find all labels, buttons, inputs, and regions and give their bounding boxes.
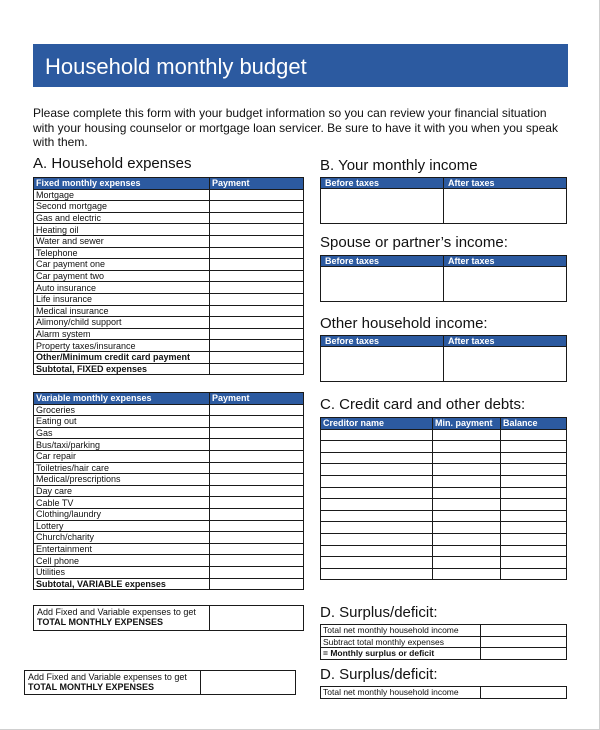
table-row: [34, 439, 304, 451]
expense-label-variable-5: Toiletries/hair care: [34, 462, 210, 474]
payment-field-fixed-6[interactable]: [210, 259, 304, 271]
table-row: [34, 305, 304, 317]
payment-field-fixed-5[interactable]: [210, 247, 304, 259]
expense-label-fixed-7: Car payment two: [34, 270, 210, 282]
payment-field-variable-6[interactable]: [210, 474, 304, 486]
total-expenses-line2-2: TOTAL MONTHLY EXPENSES: [28, 682, 155, 692]
payment-field-variable-9[interactable]: [210, 508, 304, 520]
table-row: [34, 189, 304, 201]
balance-field[interactable]: [501, 487, 567, 499]
subtract-expenses-label: Subtract total monthly expenses: [321, 636, 481, 648]
variable-expenses-table: [33, 392, 304, 590]
table-row: [34, 462, 304, 474]
payment-field-variable-10[interactable]: [210, 520, 304, 532]
table-row: [34, 259, 304, 271]
section-household-expenses: A. Household expenses: [33, 155, 192, 172]
table-row: [34, 427, 304, 439]
creditor-name-field[interactable]: [321, 510, 433, 522]
table-row: [321, 522, 567, 534]
table-row: [34, 508, 304, 520]
surplus-table-2: [320, 686, 567, 699]
expense-label-fixed-6: Car payment one: [34, 259, 210, 271]
payment-field-variable-0[interactable]: [210, 404, 304, 416]
expense-label-variable-4: Car repair: [34, 450, 210, 462]
table-row: [34, 485, 304, 497]
creditor-name-field[interactable]: [321, 533, 433, 545]
payment-field-fixed-bold-0[interactable]: [210, 351, 304, 363]
min-payment-field[interactable]: [433, 545, 501, 557]
page-title: Household monthly budget: [33, 44, 568, 87]
balance-field[interactable]: [501, 475, 567, 487]
variable-payment-header: Payment: [210, 393, 304, 405]
table-header-row: [34, 178, 304, 190]
total-expenses-field[interactable]: [210, 606, 304, 631]
payment-field-variable-12[interactable]: [210, 543, 304, 555]
intro-text: Please complete this form with your budget information so you can review your financial situation with your housing counselor or mortgage loan servicer. Be sure to have it with you when you speak with them.: [33, 106, 558, 149]
expense-label-fixed-8: Auto insurance: [34, 282, 210, 294]
table-row: [321, 452, 567, 464]
expense-label-variable-8: Cable TV: [34, 497, 210, 509]
table-row: [321, 475, 567, 487]
table-row: [34, 404, 304, 416]
payment-field-fixed-3[interactable]: [210, 224, 304, 236]
fixed-expenses-header: Fixed monthly expenses: [34, 178, 210, 190]
expense-label-variable-9: Clothing/laundry: [34, 508, 210, 520]
table-row: [34, 474, 304, 486]
payment-field-variable-8[interactable]: [210, 497, 304, 509]
expense-label-variable-10: Lottery: [34, 520, 210, 532]
table-row: [321, 636, 567, 648]
table-row: [321, 648, 567, 660]
payment-field-fixed-10[interactable]: [210, 305, 304, 317]
balance-field[interactable]: [501, 533, 567, 545]
income-after-taxes-field[interactable]: [444, 189, 567, 224]
table-row: [34, 340, 304, 352]
balance-field[interactable]: [501, 464, 567, 476]
expense-label-variable-11: Church/charity: [34, 532, 210, 544]
variable-expenses-header: Variable monthly expenses: [34, 393, 210, 405]
total-expenses-line1: Add Fixed and Variable expenses to get: [37, 607, 196, 617]
total-expenses-line2: TOTAL MONTHLY EXPENSES: [37, 617, 164, 627]
table-row: [321, 568, 567, 580]
min-payment-field[interactable]: [433, 568, 501, 580]
min-payment-field[interactable]: [433, 475, 501, 487]
balance-field[interactable]: [501, 429, 567, 441]
payment-field-variable-4[interactable]: [210, 450, 304, 462]
income-before-taxes-field[interactable]: [321, 189, 444, 224]
table-row: [321, 557, 567, 569]
net-income-label-2: Total net monthly household income: [321, 687, 481, 699]
table-row: [34, 416, 304, 428]
payment-field-variable-subtotal[interactable]: [210, 578, 304, 590]
credit-debts-table: [320, 417, 567, 580]
creditor-name-field[interactable]: [321, 522, 433, 534]
expense-label-variable-1: Eating out: [34, 416, 210, 428]
payment-field-fixed-4[interactable]: [210, 235, 304, 247]
table-row: [321, 441, 567, 453]
creditor-name-field[interactable]: [321, 499, 433, 511]
expense-label-fixed-12: Alarm system: [34, 328, 210, 340]
monthly-surplus-field[interactable]: [481, 648, 567, 660]
payment-field-variable-11[interactable]: [210, 532, 304, 544]
net-income-field-2[interactable]: [481, 687, 567, 699]
subtract-expenses-field[interactable]: [481, 636, 567, 648]
creditor-name-field[interactable]: [321, 557, 433, 569]
min-payment-field[interactable]: [433, 499, 501, 511]
expense-label-variable-13: Cell phone: [34, 555, 210, 567]
balance-field[interactable]: [501, 557, 567, 569]
total-expenses-label: [34, 606, 210, 631]
section-credit-debts: C. Credit card and other debts:: [320, 396, 526, 413]
expense-label-variable-2: Gas: [34, 427, 210, 439]
min-payment-header: Min. payment: [433, 418, 501, 430]
table-row: [34, 282, 304, 294]
payment-field-fixed-bold-1[interactable]: [210, 363, 304, 375]
payment-field-fixed-1[interactable]: [210, 201, 304, 213]
payment-field-fixed-9[interactable]: [210, 293, 304, 305]
spouse-income-table: [320, 255, 567, 302]
table-row: [321, 533, 567, 545]
min-payment-field[interactable]: [433, 429, 501, 441]
section-surplus-deficit-2: D. Surplus/deficit:: [320, 666, 438, 683]
balance-header: Balance: [501, 418, 567, 430]
expense-label-fixed-2: Gas and electric: [34, 212, 210, 224]
net-income-field[interactable]: [481, 625, 567, 637]
payment-field-fixed-0[interactable]: [210, 189, 304, 201]
table-row: [34, 363, 304, 375]
table-row: [34, 520, 304, 532]
total-expenses-field-2[interactable]: [201, 671, 296, 695]
balance-field[interactable]: [501, 568, 567, 580]
payment-field-fixed-2[interactable]: [210, 212, 304, 224]
expense-label-fixed-3: Heating oil: [34, 224, 210, 236]
expense-label-fixed-13: Property taxes/insurance: [34, 340, 210, 352]
min-payment-field[interactable]: [433, 557, 501, 569]
table-header-row: [34, 393, 304, 405]
before-taxes-header: Before taxes: [321, 256, 444, 267]
expense-label-fixed-1: Second mortgage: [34, 201, 210, 213]
table-row: [34, 293, 304, 305]
table-row: [34, 497, 304, 509]
before-taxes-header: Before taxes: [321, 178, 444, 189]
expense-label-fixed-0: Mortgage: [34, 189, 210, 201]
min-payment-field[interactable]: [433, 522, 501, 534]
section-monthly-income: B. Your monthly income: [320, 157, 478, 174]
payment-field-variable-14[interactable]: [210, 566, 304, 578]
creditor-name-field[interactable]: [321, 452, 433, 464]
before-taxes-header: Before taxes: [321, 336, 444, 347]
expense-label-variable-7: Day care: [34, 485, 210, 497]
creditor-name-field[interactable]: [321, 545, 433, 557]
table-row: [34, 450, 304, 462]
creditor-name-field[interactable]: [321, 487, 433, 499]
table-row: [34, 235, 304, 247]
total-expenses-line1-2: Add Fixed and Variable expenses to get: [28, 672, 187, 682]
table-row: [321, 545, 567, 557]
table-row: [34, 555, 304, 567]
other-income-table: [320, 335, 567, 382]
table-row: [34, 351, 304, 363]
min-payment-field[interactable]: [433, 452, 501, 464]
expense-label-fixed-10: Medical insurance: [34, 305, 210, 317]
table-row: [34, 328, 304, 340]
net-income-label: Total net monthly household income: [321, 625, 481, 637]
expense-label-fixed-11: Alimony/child support: [34, 317, 210, 329]
table-row: [34, 201, 304, 213]
expense-label-fixed-bold-1: Subtotal, FIXED expenses: [34, 363, 210, 375]
balance-field[interactable]: [501, 545, 567, 557]
table-row: [34, 212, 304, 224]
table-row: [34, 270, 304, 282]
payment-field-variable-1[interactable]: [210, 416, 304, 428]
min-payment-field[interactable]: [433, 464, 501, 476]
expense-label-variable-subtotal: Subtotal, VARIABLE expenses: [34, 578, 210, 590]
min-payment-field[interactable]: [433, 510, 501, 522]
expense-label-fixed-4: Water and sewer: [34, 235, 210, 247]
after-taxes-header: After taxes: [444, 336, 567, 347]
payment-field-fixed-7[interactable]: [210, 270, 304, 282]
monthly-surplus-label: = Monthly surplus or deficit: [321, 648, 481, 660]
spouse-after-taxes-field[interactable]: [444, 267, 567, 302]
table-row: [321, 429, 567, 441]
expense-label-fixed-5: Telephone: [34, 247, 210, 259]
after-taxes-header: After taxes: [444, 178, 567, 189]
fixed-expenses-table: [33, 177, 304, 375]
payment-field-variable-5[interactable]: [210, 462, 304, 474]
min-payment-field[interactable]: [433, 441, 501, 453]
balance-field[interactable]: [501, 522, 567, 534]
payment-field-variable-2[interactable]: [210, 427, 304, 439]
payment-field-fixed-13[interactable]: [210, 340, 304, 352]
section-surplus-deficit: D. Surplus/deficit:: [320, 604, 438, 621]
creditor-name-field[interactable]: [321, 475, 433, 487]
spouse-before-taxes-field[interactable]: [321, 267, 444, 302]
creditor-name-field[interactable]: [321, 429, 433, 441]
payment-field-variable-7[interactable]: [210, 485, 304, 497]
expense-label-fixed-9: Life insurance: [34, 293, 210, 305]
section-spouse-income: Spouse or partner’s income:: [320, 234, 508, 251]
balance-field[interactable]: [501, 499, 567, 511]
table-row: [321, 687, 567, 699]
min-payment-field[interactable]: [433, 487, 501, 499]
fixed-payment-header: Payment: [210, 178, 304, 190]
total-expenses-label-2: [25, 671, 201, 695]
total-expenses-box-2: [24, 670, 296, 695]
other-before-taxes-field[interactable]: [321, 347, 444, 382]
table-row: [321, 464, 567, 476]
table-row: [34, 543, 304, 555]
after-taxes-header: After taxes: [444, 256, 567, 267]
table-row: [34, 578, 304, 590]
payment-field-variable-3[interactable]: [210, 439, 304, 451]
surplus-table: [320, 624, 567, 660]
table-row: [34, 247, 304, 259]
monthly-income-table: [320, 177, 567, 224]
expense-label-variable-6: Medical/prescriptions: [34, 474, 210, 486]
expense-label-variable-14: Utilities: [34, 566, 210, 578]
table-row: [321, 510, 567, 522]
table-row: [34, 532, 304, 544]
creditor-name-field[interactable]: [321, 464, 433, 476]
creditor-name-header: Creditor name: [321, 418, 433, 430]
min-payment-field[interactable]: [433, 533, 501, 545]
expense-label-variable-12: Entertainment: [34, 543, 210, 555]
total-expenses-box: [33, 605, 304, 631]
table-row: [321, 499, 567, 511]
payment-field-fixed-8[interactable]: [210, 282, 304, 294]
balance-field[interactable]: [501, 441, 567, 453]
section-other-income: Other household income:: [320, 315, 488, 332]
payment-field-variable-13[interactable]: [210, 555, 304, 567]
table-row: [34, 224, 304, 236]
other-after-taxes-field[interactable]: [444, 347, 567, 382]
table-row: [321, 487, 567, 499]
table-row: [321, 625, 567, 637]
payment-field-fixed-12[interactable]: [210, 328, 304, 340]
balance-field[interactable]: [501, 452, 567, 464]
table-header-row: [321, 418, 567, 430]
table-row: [34, 566, 304, 578]
payment-field-fixed-11[interactable]: [210, 317, 304, 329]
expense-label-variable-0: Groceries: [34, 404, 210, 416]
balance-field[interactable]: [501, 510, 567, 522]
expense-label-variable-3: Bus/taxi/parking: [34, 439, 210, 451]
table-row: [34, 317, 304, 329]
creditor-name-field[interactable]: [321, 568, 433, 580]
expense-label-fixed-bold-0: Other/Minimum credit card payment: [34, 351, 210, 363]
creditor-name-field[interactable]: [321, 441, 433, 453]
